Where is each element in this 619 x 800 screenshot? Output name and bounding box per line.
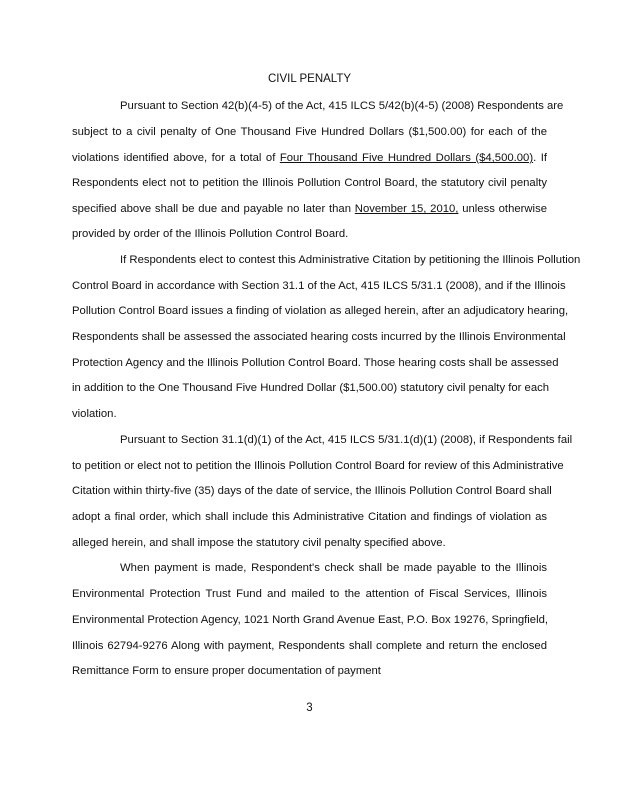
text-segment: Control Board in accordance with Section 31.1 of the Act, 415 ILCS 5/31.1 (2008), and if the Illinois [72, 280, 566, 292]
paragraph-1-line [120, 99, 564, 113]
text-segment: If Respondents elect to contest this Administrative Citation by petitioning the Illinois Pollution [120, 254, 581, 266]
paragraph-1-line [72, 125, 547, 139]
text-segment: Protection Agency and the Illinois Pollution Control Board. Those hearing costs shall be assessed [72, 357, 559, 369]
paragraph-2-line [120, 253, 581, 267]
text-segment: provided by order of the Illinois Pollution Control Board. [72, 228, 349, 240]
section-heading: CIVIL PENALTY [267, 73, 352, 85]
paragraph-1-line [72, 202, 547, 216]
underlined-text: Four Thousand Five Hundred Dollars ($4,500.00) [279, 152, 534, 164]
text-segment: adopt a final order, which shall include this Administrative Citation and findings of violation as [72, 511, 547, 523]
text-segment: Respondents shall be assessed the associated hearing costs incurred by the Illinois Environmental [72, 331, 566, 343]
text-segment: to petition or elect not to petition the Illinois Pollution Control Board for review of this Administrative [72, 460, 564, 472]
paragraph-4-line [72, 613, 547, 627]
paragraph-1-line [72, 227, 547, 241]
paragraph-2-line [72, 279, 566, 293]
text-segment: Environmental Protection Trust Fund and mailed to the attention of Fiscal Services, Illinois [72, 588, 547, 600]
paragraph-2-line [72, 356, 559, 370]
paragraph-3-line [72, 510, 547, 524]
paragraph-2-line [72, 304, 569, 318]
paragraph-1-line [72, 151, 547, 165]
text-segment: Pursuant to Section 42(b)(4-5) of the Act, 415 ILCS 5/42(b)(4-5) (2008) Respondents are [120, 100, 564, 112]
paragraph-3-line [120, 433, 573, 447]
text-segment: . If [533, 152, 548, 164]
paragraph-4-line [72, 587, 547, 601]
paragraph-4-line [72, 664, 547, 678]
paragraph-2-line [72, 381, 550, 395]
text-segment: subject to a civil penalty of One Thousand Five Hundred Dollars ($1,500.00) for each of the [72, 126, 547, 138]
text-segment: violations identified above, for a total of [72, 152, 280, 164]
text-segment: alleged herein, and shall impose the statutory civil penalty specified above. [72, 537, 446, 549]
paragraph-3-line [72, 536, 547, 550]
text-segment: Respondents elect not to petition the Illinois Pollution Control Board, the statutory civil penalty [72, 177, 547, 189]
text-segment: Illinois 62794-9276 Along with payment, Respondents shall complete and return the enclosed [72, 640, 547, 652]
text-segment: in addition to the One Thousand Five Hundred Dollar ($1,500.00) statutory civil penalty for each [72, 382, 550, 394]
paragraph-2-line [72, 330, 566, 344]
text-segment: violation. [72, 408, 117, 420]
text-segment: Citation within thirty-five (35) days of the date of service, the Illinois Pollution Control Board shall [72, 485, 552, 497]
text-segment: Pollution Control Board issues a finding of violation as alleged herein, after an adjudicatory hearing, [72, 305, 569, 317]
text-segment: specified above shall be due and payable no later than [72, 203, 355, 215]
paragraph-1-line [72, 176, 547, 190]
text-segment: When payment is made, Respondent's check shall be made payable to the Illinois [120, 562, 547, 574]
text-segment: unless otherwise [458, 203, 548, 215]
paragraph-3-line [72, 459, 564, 473]
text-segment: Environmental Protection Agency, 1021 North Grand Avenue East, P.O. Box 19276, Springfield, [72, 614, 549, 626]
paragraph-3-line [72, 484, 552, 498]
text-segment: Pursuant to Section 31.1(d)(1) of the Act, 415 ILCS 5/31.1(d)(1) (2008), if Respondents fail [120, 434, 573, 446]
paragraph-4-line [72, 639, 547, 653]
underlined-text: November 15, 2010, [354, 203, 459, 215]
paragraph-2-line [72, 407, 547, 421]
page-number: 3 [306, 702, 313, 714]
paragraph-4-line [120, 561, 547, 575]
text-segment: Remittance Form to ensure proper documentation of payment [72, 665, 381, 677]
